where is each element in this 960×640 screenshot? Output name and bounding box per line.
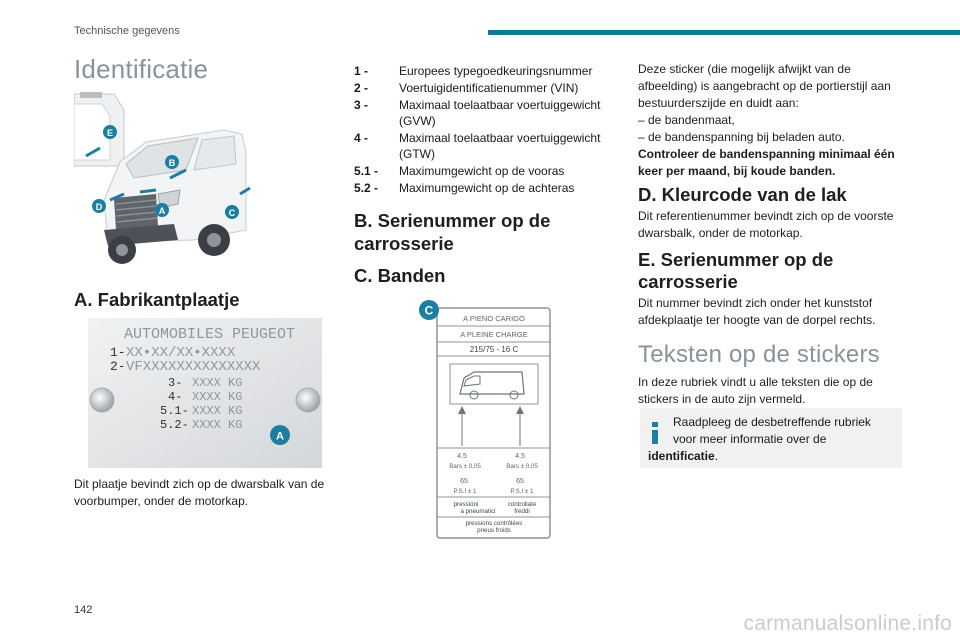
sticker-rear-bar: 4.5 (515, 453, 525, 460)
sticker-front-psi: 65 (460, 478, 468, 485)
spec-num: 5.1 - (354, 164, 379, 178)
e-description: Dit nummer bevindt zich onder het kunststof afdekplaatje ter hoogte van de dorpel rechts. (638, 296, 876, 327)
plate-row51-num: 5.1- (160, 404, 189, 418)
sticker-line2: A PLEINE CHARGE (460, 330, 528, 339)
sticker-note-right-1: controllate (507, 501, 537, 508)
plate-row52-num: 5.2- (160, 418, 189, 432)
spec-text: Europees typegoedkeuringsnummer (399, 64, 593, 78)
pressure-warning-text: Controleer de bandenspanning minimaal één keer per maand, bij koude banden. (638, 147, 895, 178)
section-title-identificatie: Identificatie (74, 54, 209, 84)
sticker-rear-bar-unit: Bars ± 0,05 (506, 463, 538, 470)
heading-e-line1: E. Serienummer op de (638, 249, 834, 270)
info-link-line (648, 448, 718, 465)
plate-line1-value: XX•XX/XX•XXXX (126, 345, 236, 361)
sticker-front-bar-unit: Bars ± 0,05 (449, 463, 481, 470)
spec-num: 5.2 - (354, 181, 379, 195)
plate-line1-num: 1- (110, 345, 126, 360)
watermark: carmanualsonline.info (743, 612, 952, 635)
sticker-note-left-2: a pneumatici (460, 508, 496, 515)
sticker-dash-1: – de bandenmaat, (638, 113, 735, 127)
sticker-rear-psi: 65 (516, 478, 524, 485)
spec-num: 3 - (354, 98, 369, 112)
sticker-line1: A PIENO CARIGO (463, 314, 525, 323)
info-icon (652, 422, 658, 444)
spec-num: 1 - (354, 64, 369, 78)
info-tail: . (714, 449, 719, 463)
van-badge-d: D (95, 202, 103, 212)
info-bold-word: identificatie (648, 449, 715, 463)
plate-row52-value: XXXX KG (192, 418, 243, 432)
pressure-warning (638, 146, 906, 180)
spec-text: Maximaal toelaatbaar voertuiggewicht (GVW) (399, 98, 601, 128)
page-number: 142 (74, 604, 93, 616)
plate-brand: AUTOMOBILES PEUGEOT (124, 326, 296, 343)
heading-c-banden: C. Banden (354, 265, 446, 286)
spec-text: Maximumgewicht op de achteras (399, 181, 575, 195)
van-badge-a: A (158, 206, 166, 216)
spec-item (354, 130, 614, 162)
sticker-footer-1: pressions contrôlées (465, 520, 523, 527)
plate-row4-value: XXXX KG (192, 390, 243, 404)
van-badge-e: E (106, 128, 114, 138)
heading-b-line2: carrosserie (354, 233, 454, 254)
sticker-footer-2: pneus froids (477, 527, 511, 534)
spec-item (354, 97, 614, 129)
spec-text: Maximaal toelaatbaar voertuiggewicht (GTW) (399, 131, 601, 161)
heading-b-line1: B. Serienummer op de (354, 210, 551, 231)
spec-list (354, 63, 614, 197)
plate-row3-num: 3- (168, 376, 183, 390)
plate-line2-num: 2- (110, 359, 126, 374)
d-description: Dit referentienummer bevindt zich op de voorste dwarsbalk, onder de motorkap. (638, 209, 894, 240)
sticker-front-psi-unit: P.S.I ± 1 (453, 488, 477, 495)
sticker-note-left-1: pressioni (453, 501, 479, 508)
spec-num: 2 - (354, 81, 369, 95)
sticker-intro: Deze sticker (die mogelijk afwijkt van de afbeelding) is aangebracht op de portierstijl aan bestuurderszijde en duidt aan: (638, 62, 891, 110)
heading-d-kleurcode: D. Kleurcode van de lak (638, 184, 847, 205)
plate-badge-a: A (276, 430, 284, 443)
spec-item (354, 63, 614, 79)
tyre-pressure-sticker (418, 298, 552, 540)
plate-line2-value: VFXXXXXXXXXXXXXX (126, 359, 261, 375)
sticker-badge-c: C (424, 303, 434, 318)
sticker-note-right-2: freddi (514, 508, 530, 515)
heading-a-fabrikantplaatje: A. Fabrikantplaatje (74, 289, 240, 310)
spec-text: Voertuigidentificatienummer (VIN) (399, 81, 579, 95)
header-accent-bar (488, 30, 960, 35)
van-illustration (74, 90, 254, 268)
plate-row4-num: 4- (168, 390, 183, 404)
stickers-description: In deze rubriek vindt u alle teksten die op de stickers in de auto zijn vermeld. (638, 375, 873, 406)
heading-e-line2: carrosserie (638, 271, 738, 292)
info-text: Raadpleeg de desbetreffende rubriek voor meer informatie over de (673, 415, 871, 446)
spec-item (354, 180, 614, 196)
spec-item (354, 80, 614, 96)
plate-description: Dit plaatje bevindt zich op de dwarsbalk van de voorbumper, onder de motorkap. (74, 477, 325, 508)
van-badge-c: C (228, 208, 236, 218)
sticker-front-bar: 4.5 (457, 453, 467, 460)
manufacturer-plate-image (88, 318, 322, 468)
section-title-stickers: Teksten op de stickers (638, 341, 880, 368)
sticker-size: 215/75 - 16 C (469, 345, 519, 354)
spec-text: Maximumgewicht op de vooras (399, 164, 565, 178)
plate-row51-value: XXXX KG (192, 404, 243, 418)
chapter-title: Technische gegevens (74, 25, 180, 37)
van-badge-b: B (168, 158, 176, 168)
spec-num: 4 - (354, 131, 369, 145)
sticker-rear-psi-unit: P.S.I ± 1 (510, 488, 534, 495)
info-box (640, 408, 902, 468)
spec-item (354, 163, 614, 179)
sticker-dash-2: – de bandenspanning bij beladen auto. (638, 130, 845, 144)
plate-row3-value: XXXX KG (192, 376, 243, 390)
